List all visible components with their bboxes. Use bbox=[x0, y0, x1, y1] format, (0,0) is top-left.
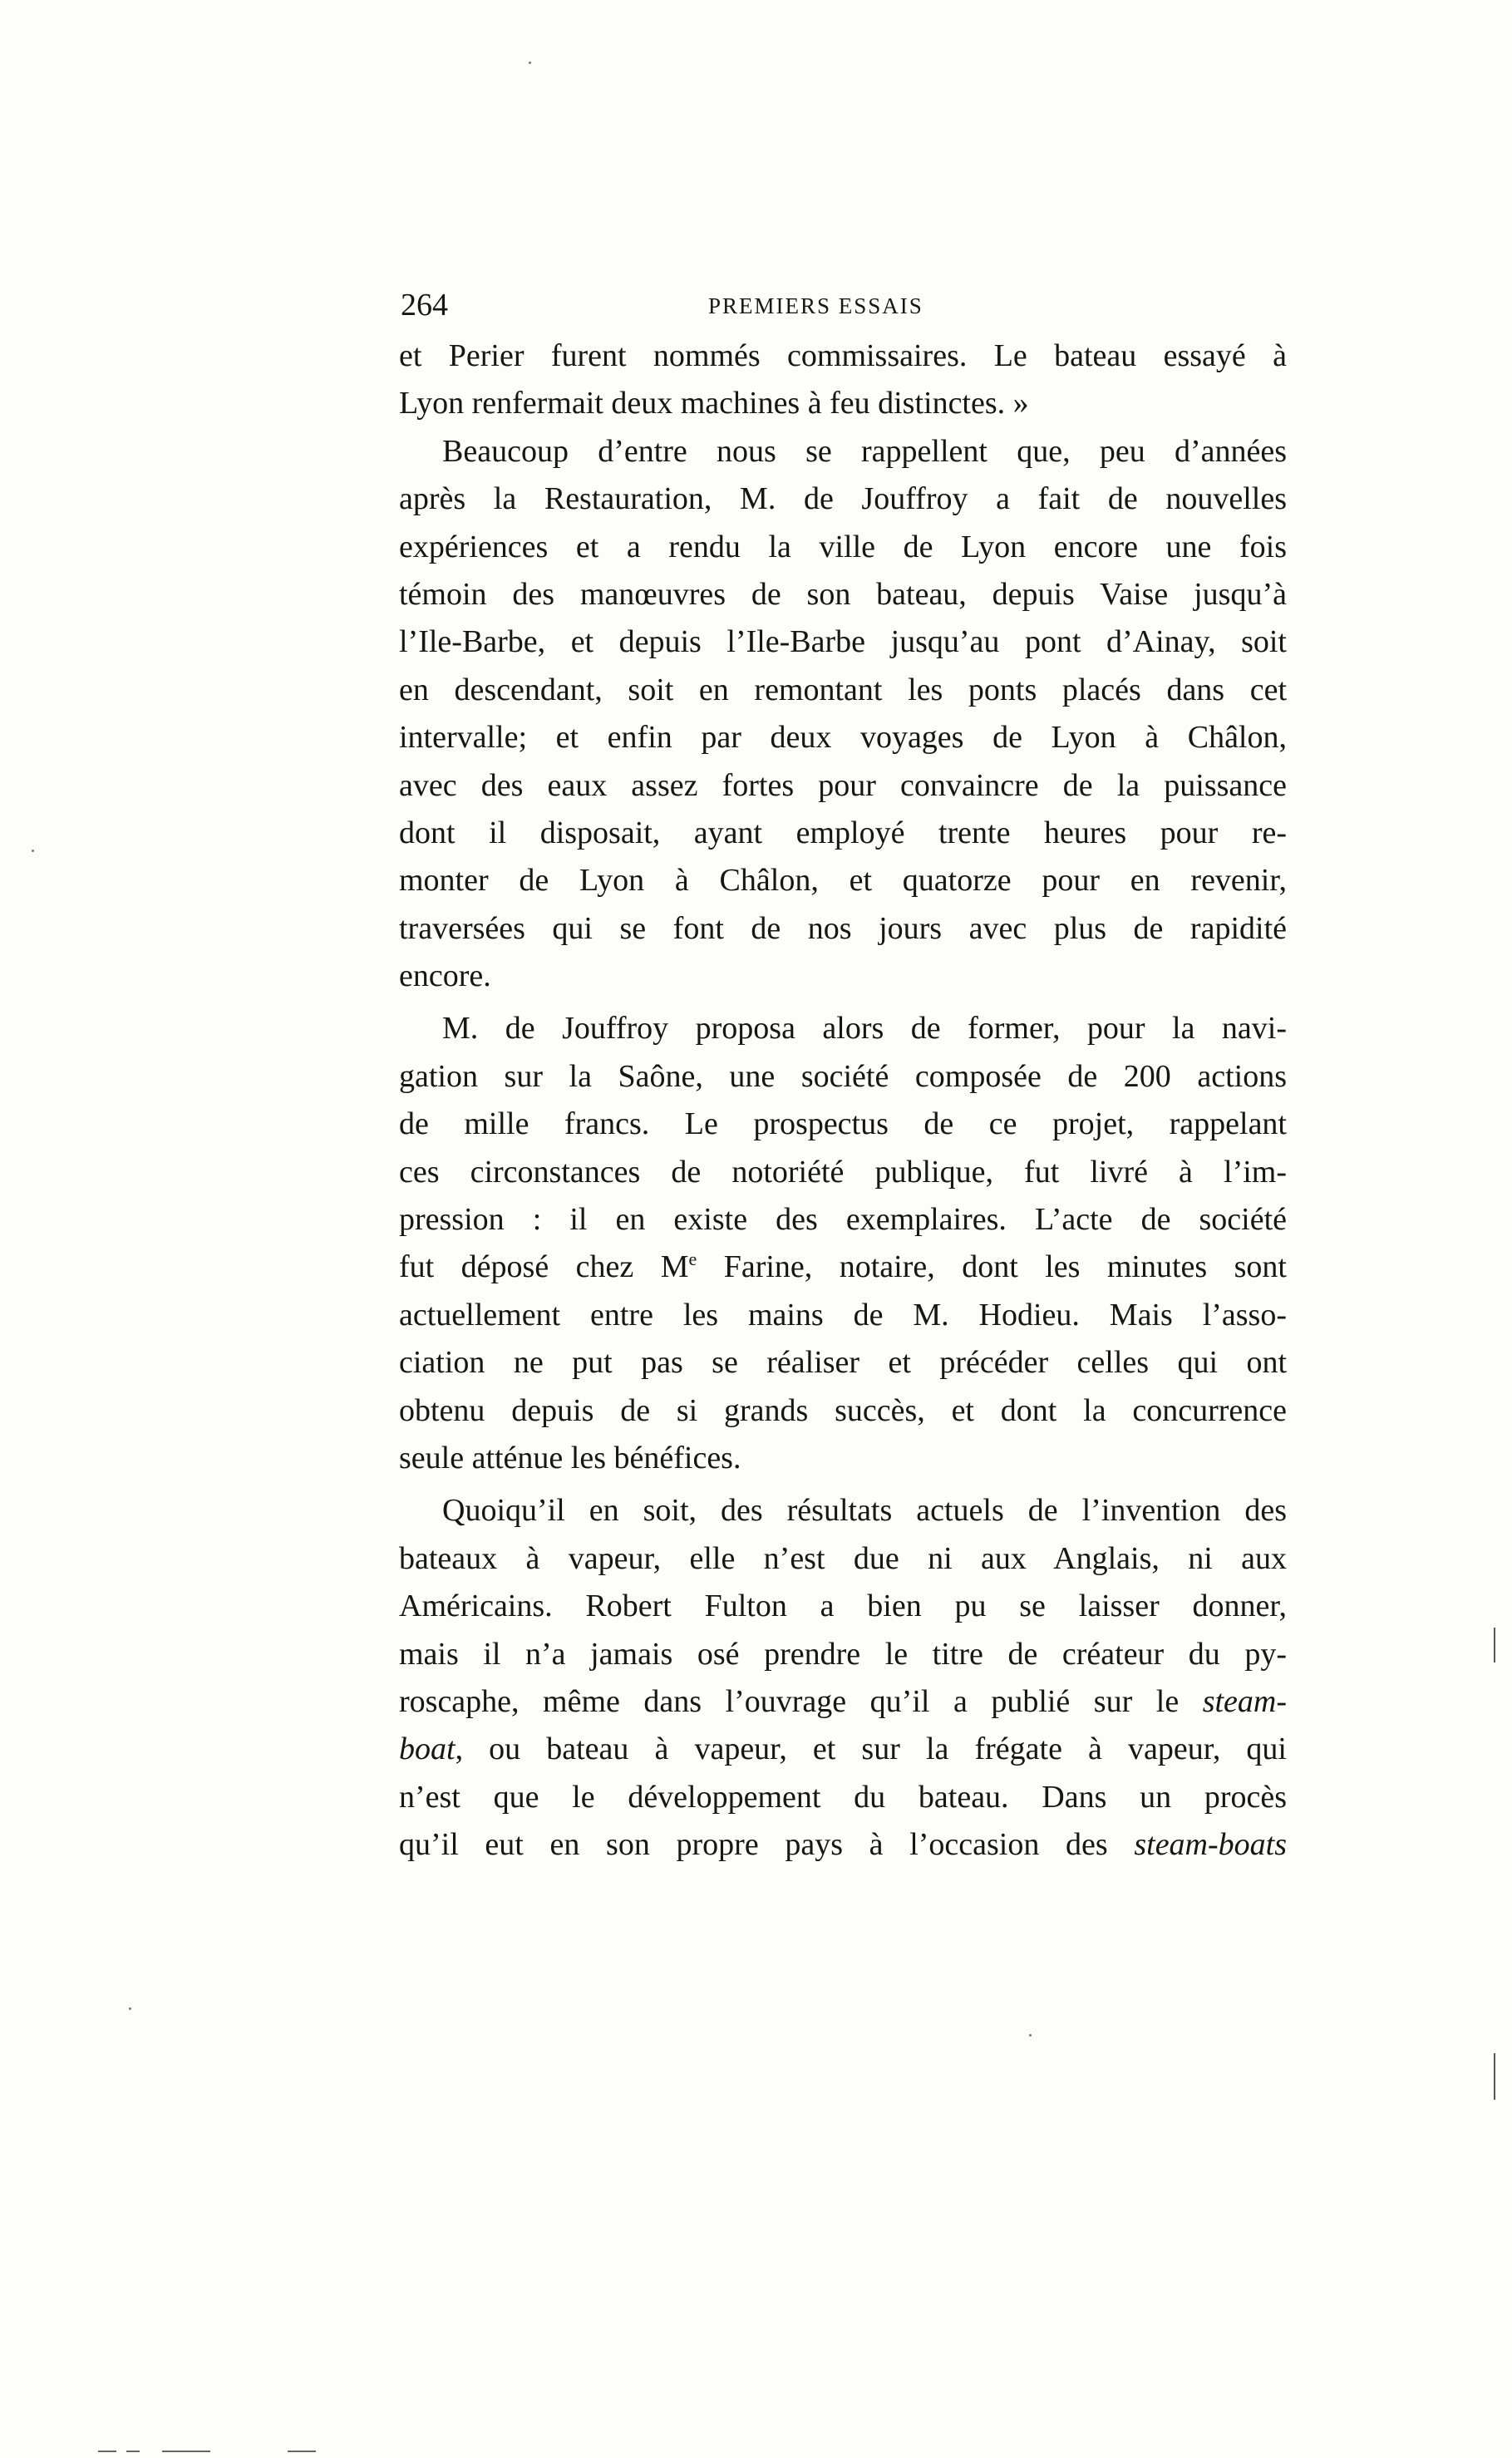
text-line bbox=[399, 1821, 1287, 1869]
paragraph-start-line: M. de Jouffroy proposa alors de former, pour la navi- bbox=[442, 1011, 1287, 1047]
text-line: bateaux à vapeur, elle n’est due ni aux Anglais, ni aux bbox=[399, 1540, 1287, 1576]
text-line: seule atténue les bénéfices. bbox=[399, 1440, 741, 1475]
page-number: 264 bbox=[401, 288, 448, 323]
text-line: et Perier furent nommés commissaires. Le bateau essayé à bbox=[399, 338, 1287, 373]
text-line: monter de Lyon à Châlon, et quatorze pour en revenir, bbox=[399, 863, 1287, 899]
text-line: pression : il en existe des exemplaires. L’acte de société bbox=[399, 1202, 1287, 1238]
paragraph-start-line: Beaucoup d’entre nous se rappellent que, peu d’années bbox=[442, 433, 1287, 469]
text-segment: roscaphe, même dans l’ouvrage qu’il a publié sur le bbox=[399, 1683, 1203, 1719]
text-line: ciation ne put pas se réaliser et précéder celles qui ont bbox=[399, 1345, 1287, 1381]
superscript: e bbox=[688, 1249, 697, 1270]
text-line: n’est que le développement du bateau. Dans un procès bbox=[399, 1779, 1287, 1815]
text-line: expériences et a rendu la ville de Lyon encore une fois bbox=[399, 529, 1287, 564]
scan-speck bbox=[129, 2007, 131, 2010]
text-line: dont il disposait, ayant employé trente heures pour re- bbox=[399, 815, 1287, 850]
text-line bbox=[399, 1244, 1287, 1291]
text-line: mais il n’a jamais osé prendre le titre de créateur du py- bbox=[399, 1636, 1287, 1672]
text-line: Lyon renfermait deux machines à feu distinctes. » bbox=[399, 386, 1029, 421]
scan-edge-mark bbox=[126, 2451, 140, 2452]
scan-edge-mark bbox=[288, 2451, 316, 2452]
paragraph-start-line: Quoiqu’il en soit, des résultats actuels de l’invention des bbox=[442, 1493, 1287, 1529]
text-line: gation sur la Saône, une société composée de 200 actions bbox=[399, 1058, 1287, 1094]
text-line: l’Ile-Barbe, et depuis l’Ile-Barbe jusqu’au pont d’Ainay, soit bbox=[399, 624, 1287, 660]
body-text bbox=[399, 332, 1287, 1869]
italic-term: steam- bbox=[1202, 1683, 1287, 1719]
margin-scan-mark bbox=[1494, 2053, 1495, 2100]
text-line: actuellement entre les mains de M. Hodieu. Mais l’asso- bbox=[399, 1297, 1287, 1332]
text-segment: fut déposé chez M bbox=[399, 1249, 689, 1285]
running-head bbox=[401, 284, 1282, 326]
italic-term: boat bbox=[399, 1731, 456, 1767]
scan-speck bbox=[32, 850, 34, 852]
margin-scan-mark bbox=[1494, 1628, 1495, 1662]
text-line: en descendant, soit en remontant les ponts placés dans cet bbox=[399, 672, 1287, 707]
text-line: encore. bbox=[399, 958, 491, 994]
text-line: Américains. Robert Fulton a bien pu se laisser donner, bbox=[399, 1589, 1287, 1624]
text-line: intervalle; et enfin par deux voyages de Lyon à Châlon, bbox=[399, 720, 1287, 756]
scan-edge-mark bbox=[98, 2451, 116, 2452]
text-line: ces circonstances de notoriété publique, fut livré à l’im- bbox=[399, 1154, 1287, 1190]
text-line: de mille francs. Le prospectus de ce projet, rappelant bbox=[399, 1106, 1287, 1142]
text-line: témoin des manœuvres de son bateau, depuis Vaise jusqu’à bbox=[399, 576, 1287, 612]
running-title: PREMIERS ESSAIS bbox=[708, 293, 923, 318]
text-line bbox=[399, 1678, 1287, 1726]
text-segment: qu’il eut en son propre pays à l’occasion des bbox=[399, 1827, 1135, 1863]
text-line: après la Restauration, M. de Jouffroy a fait de nouvelles bbox=[399, 481, 1287, 517]
text-line: traversées qui se font de nos jours avec plus de rapidité bbox=[399, 910, 1287, 946]
text-segment: Farine, notaire, dont les minutes sont bbox=[697, 1249, 1287, 1285]
text-line: avec des eaux assez fortes pour convaincre de la puissance bbox=[399, 767, 1287, 803]
italic-term: steam-boats bbox=[1134, 1827, 1287, 1863]
scan-speck bbox=[1029, 2034, 1032, 2037]
text-segment: , ou bateau à vapeur, et sur la frégate à vapeur, qui bbox=[455, 1731, 1287, 1767]
scan-speck bbox=[529, 62, 531, 64]
scan-edge-mark bbox=[162, 2451, 210, 2452]
text-line bbox=[399, 1726, 1287, 1773]
text-line: obtenu depuis de si grands succès, et dont la concurrence bbox=[399, 1392, 1287, 1428]
